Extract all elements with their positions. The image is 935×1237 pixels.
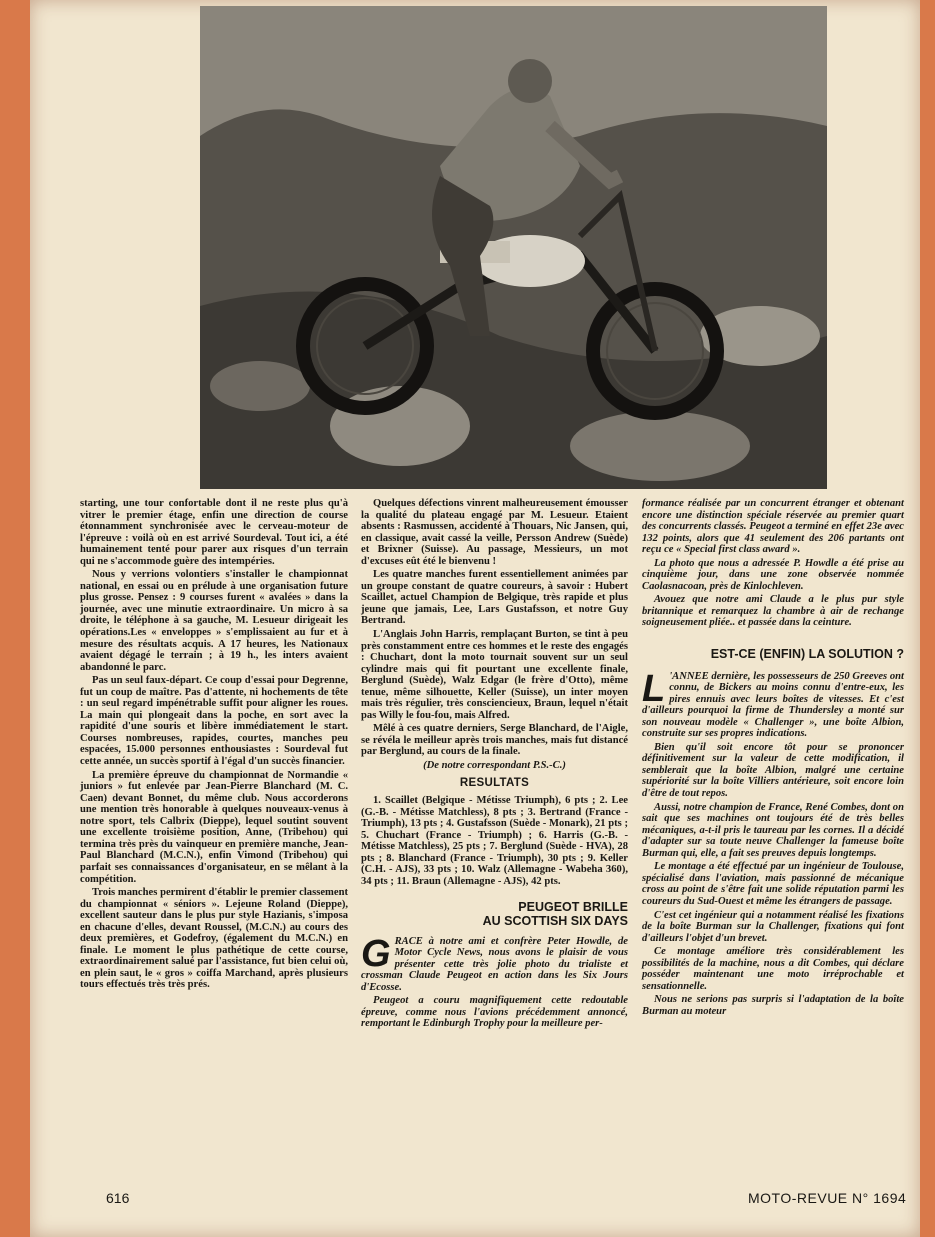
col1-paragraph: starting, une tour confortable dont il ne reste plus qu'à vitrer le premier étage, enfin une direction de course étonnamment synchronisée avec le cerveau-moteur de l'épreuve : voilà où en est arrivé Sourdeval. Tout ici, a été humainement tenté pour parer aux risques d'un terrain qui ne s'accommode guère des intempéries. <box>80 498 348 567</box>
peugeot-p1-text: RACE à notre ami et confrère Peter Howdle, de Motor Cycle News, nous avons le plaisir de vous présenter cette très jolie photo du trialiste et crossman Claude Peugeot en action dans les Six Jours d'Ecosse. <box>361 935 628 993</box>
peugeot-heading-line2: AU SCOTTISH SIX DAYS <box>482 913 628 928</box>
results-heading: RESULTATS <box>459 776 530 789</box>
column-2 <box>361 498 628 1032</box>
solution-first-text: 'ANNEE dernière, les possesseurs de 250 Greeves ont connu, de Bickers au moins connu d'entre-eux, les pires ennuis avec leurs boîtes de vitesses. Et c'est d'ailleurs pourquoi la firme de Thundersley a monté sur son nouveau modèle « Challenger », une boîte Albion, construite sur ses propres indications. <box>642 670 904 740</box>
page-number: 616 <box>106 1190 130 1206</box>
col1-paragraph: Trois manches permirent d'établir le premier classement du championnat « séniors ». Lejeune Roland (Dieppe), excellent sauteur dans le plus pur style Hazianis, s'imposa en chacune d'elles, devant Roussel, (M.C.N.) au cours des deux premières, et Godefroy, (également du M.C.N.) en finale. Le moment le plus pathétique de cette course, extraordinairement salué par l'assistance, fut bien celui où, en plein saut, le « gros » coiffa Marchand, après plusieurs tours effectués très très prés. <box>80 887 348 991</box>
solution-first-paragraph <box>642 667 904 740</box>
peugeot-paragraph-1 <box>361 932 628 994</box>
col3-paragraph: Aussi, notre champion de France, René Combes, dont on sait que ses machines ont toujours été de très belles mécaniques, a-t-il pris le taureau par les cornes. Il a décidé d'adapter sur sa toute neuve Challenger la fameuse boîte Burman qui, elle, a fait ses preuves depuis longtemps. <box>642 801 904 859</box>
col3-paragraph: Ce montage améliore très considérablement les possibilités de la machine, nous a dit Combes, qui déclare posséder maintenant une moto irréprochable et sensationnelle. <box>642 946 904 992</box>
col1-paragraph: Nous y verrions volontiers s'installer le championnat national, en essai ou en prélude à une organisation future plus grosse. Pensez : 9 courses furent « avalées » dans la journée, avec une minutie extraordinaire. Un micro à sa droite, le téléphone à sa gauche, M. Lesueur dirigeait les opérations.Les « enveloppes » s'emplissaient au fur et à mesure des résultats acquis. A 17 heures, les Nationaux avaient dégagé le terrain ; à 19 h., les inters avaient abandonné le parc. <box>80 569 348 673</box>
col2-paragraph: Quelques défections vinrent malheureusement émousser la qualité du plateau engagé par M. Lesueur. Etaient absents : Rasmussen, accidenté à Thouars, Nic Jansen, qui, en classique, avait cassé la veille, Persson Andrew (Suède) et Brixner (Suisse). Au passage, Messieurs, un mot d'excuses eût été le bienvenu ! <box>361 498 628 567</box>
magazine-page <box>30 0 920 1237</box>
magazine-issue: MOTO-REVUE N° 1694 <box>748 1190 907 1206</box>
col3-paragraph: Bien qu'il soit encore tôt pour se prononcer définitivement sur la valeur de cette modification, il semblerait que la boîte Albion, malgré une certaine supériorité sur la boîte Villiers antérieure, soit encore loin d'être de tout repos. <box>642 741 904 800</box>
correspondent-credit: (De notre correspondant P.S.-C.) <box>423 760 566 772</box>
col1-paragraph: La première épreuve du championnat de Normandie « juniors » fut enlevée par Jean-Pierre Blanchard (M. C. Caen) devant Bonnet, du même club. Nous accorderons une mention très honorable à quelques nouveaux-venus à notre sport, tels Calbrix (Dieppe), lequel soutint souvent une excellente troisième position, Anne, (Tribehou) qui termina très près du vainqueur en première manche, Jean-Paul Blanchard (M.C.N.), enfin Vimond (Tribehou) qui parfait ses connaissances d'organisateur, en se mêlant à la compétition. <box>80 769 348 885</box>
motorcycle-photo <box>200 6 827 489</box>
dropcap-l: L <box>642 667 666 710</box>
solution-heading: EST-CE (ENFIN) LA SOLUTION ? <box>710 647 904 662</box>
peugeot-heading-line1: PEUGEOT BRILLE <box>518 899 628 914</box>
peugeot-heading <box>361 900 628 928</box>
peugeot-paragraph-2: Peugeot a couru magnifiquement cette redoutable épreuve, comme nous l'avions précédemment annoncé, remportant le Edinburgh Trophy pour la meilleure per- <box>361 995 628 1030</box>
dropcap-g: G <box>361 932 391 975</box>
col3-paragraph: Avouez que notre ami Claude a le plus pur style britannique et remarquez la chambre à air de rechange soigneusement pliée.. et passée dans la ceinture. <box>642 594 904 629</box>
col3-paragraph: Nous ne serions pas surpris si l'adaptation de la boîte Burman au moteur <box>642 994 904 1017</box>
motorcycle-photo-icon <box>200 6 827 489</box>
column-3 <box>642 498 904 1019</box>
col2-paragraph: Les quatre manches furent essentiellement animées par un groupe constant de quatre coureurs, à savoir : Hubert Scaillet, actuel Champion de Belgique, très rapide et plus jeune que jamais, Lee, Lars Gustafsson, et notre Guy Bertrand. <box>361 569 628 627</box>
col2-paragraph: L'Anglais John Harris, remplaçant Burton, se tint à peu près constamment entre ces hommes et le reste des engagés : Chuchart, dont la moto tournait souvent sur un seul cylindre mais qui fit pourtant une excellente finale, Berglund (Suède), Walz Edgar (le frère d'Otto), même tenue, même silhouette, Keller (Suisse), un inter moyen mais très régulier, très consciencieux, Braun, lequel n'était pas Willy le fou-fou, mais Alfred. <box>361 629 628 721</box>
col3-paragraph: formance réalisée par un concurrent étranger et obtenant encore une distinction spéciale réservée au premier quart des concurrents classés. Peugeot a terminé en effet 23e avec 132 points, alors que 41 seulement des 206 partants ont reçu ce « Special first class award ». <box>642 498 904 556</box>
col1-paragraph: Pas un seul faux-départ. Ce coup d'essai pour Degrenne, fut un coup de maître. Pas d'attente, ni hochements de tête : un seul regard impénétrable suffit pour aligner les roues. La main qui plongeait dans la poche, en sort avec la rapidité d'une souris et libère immédiatement le start. Courses nombreuses, rapides, courtes, manches peu espacées, 15.000 personnes enthousiastes : Sourdeval fut cette année, un succès sportif à l'égal d'un succès financier. <box>80 675 348 768</box>
col3-paragraph: Le montage a été effectué par un ingénieur de Toulouse, spécialisé dans l'aviation, mais passionné de mécanique cross au point de s'être fait une solide réputation parmi les coureurs du Sud-Ouest et même les étrangers de passage. <box>642 861 904 907</box>
col3-paragraph: La photo que nous a adressée P. Howdle a été prise au cinquième jour, dans une zone observée nommée Caolasnacoan, près de Kinlochleven. <box>642 557 904 592</box>
results-text: 1. Scaillet (Belgique - Métisse Triumph), 6 pts ; 2. Lee (G.-B. - Métisse Matchless), 8 pts ; 3. Bertrand (France - Triumph), 13 pts ; 4. Gustafsson (Suède - Monark), 21 pts ; 5. Chuchart (France - Triumph) ; 6. Harris (G.-B. - Métisse Matchless), 25 pts ; 7. Berglund (Suède - HVA), 28 pts ; 8. Blanchard (France - Triumph), 30 pts ; 9. Keller (C.H. - AJS), 33 pts ; 10. Walz (Allemagne - Wabeha 360), 34 pts ; 11. Braun (Allemagne - AJS), 42 pts. <box>361 795 628 887</box>
column-1 <box>80 498 348 993</box>
col2-paragraph: Mêlé à ces quatre derniers, Serge Blanchard, de l'Aigle, se révéla le meilleur après trois manches, mais fut distancé par Berglund, au cours de la finale. <box>361 723 628 758</box>
col3-paragraph: C'est cet ingénieur qui a notamment réalisé les fixations de la boîte Burman sur la Challenger, fixations qui font d'ailleurs l'objet d'un brevet. <box>642 909 904 944</box>
